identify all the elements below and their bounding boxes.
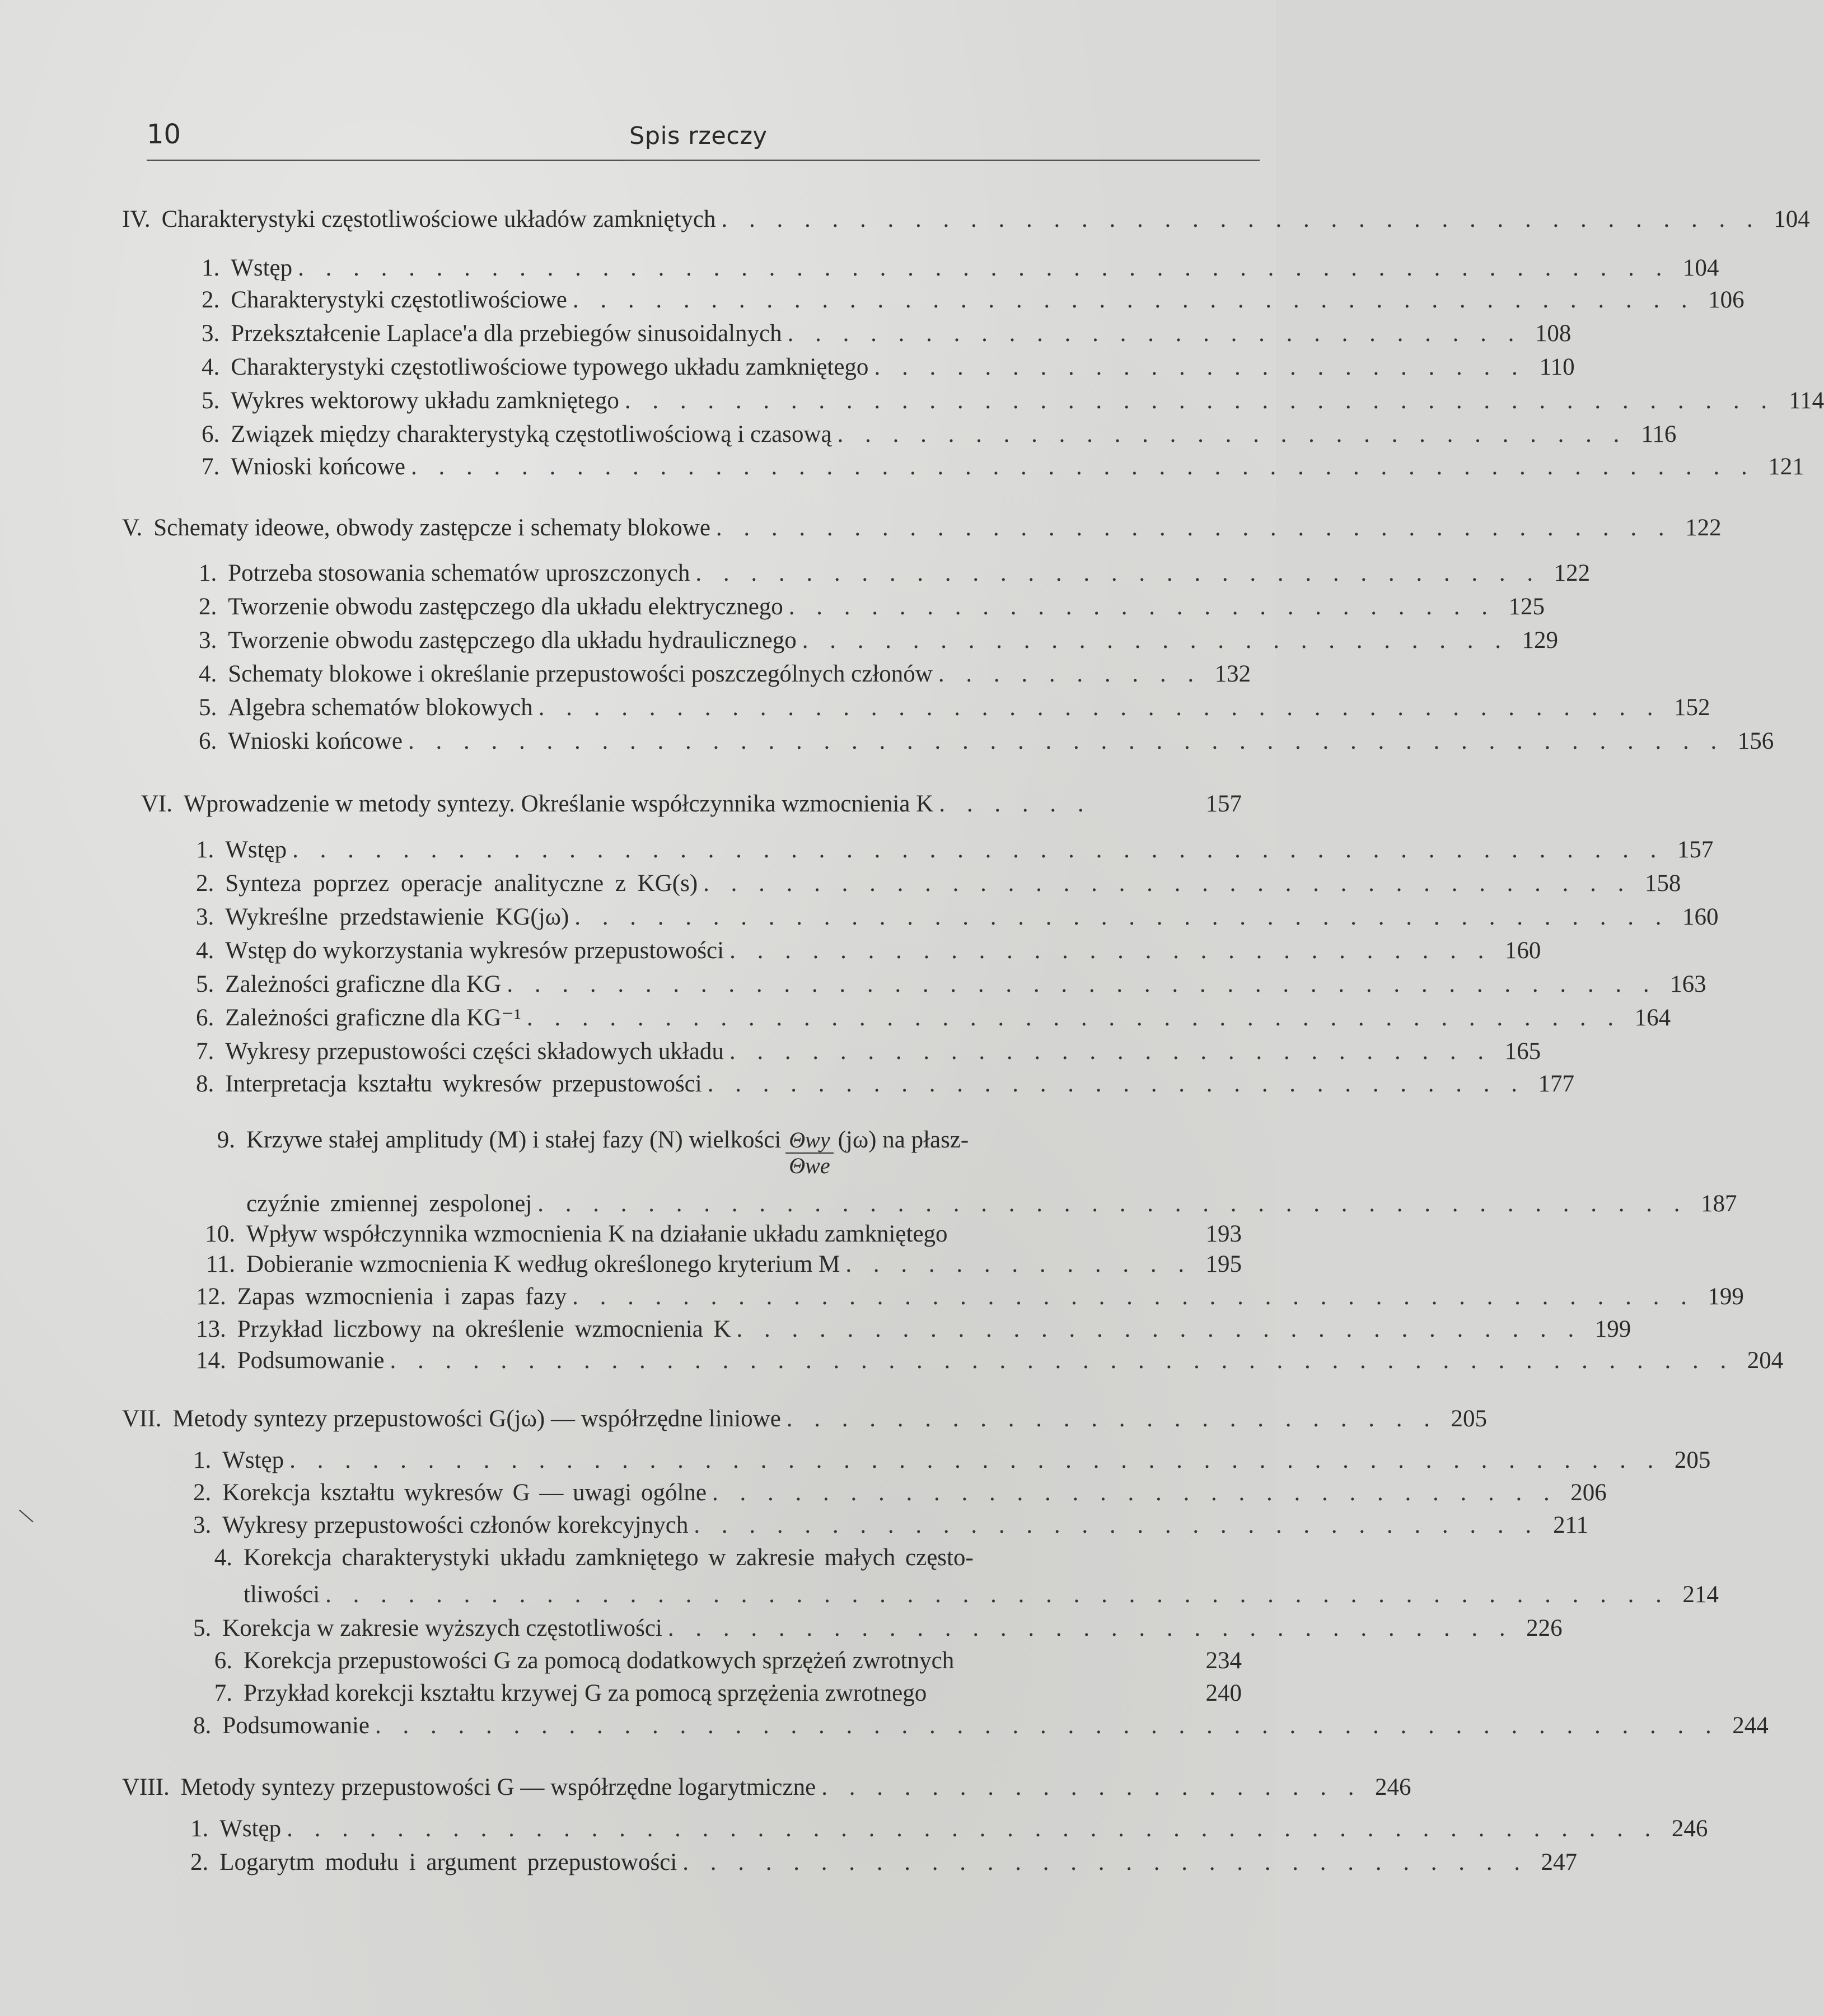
toc-section bbox=[199, 626, 1558, 655]
dot-leader: . . . . . . . . . . . . . . . . . . . . . . . . . . . bbox=[787, 320, 1522, 347]
toc-number: 1. bbox=[190, 1816, 209, 1842]
toc-number: VIII. bbox=[122, 1774, 170, 1800]
toc-number: VII. bbox=[122, 1406, 162, 1432]
toc-number: 2. bbox=[193, 1480, 212, 1506]
toc-section bbox=[199, 592, 1545, 622]
toc-number: 13. bbox=[196, 1316, 226, 1342]
toc-page: 157 bbox=[1677, 837, 1714, 863]
toc-number: 5. bbox=[196, 971, 214, 997]
toc-title: Logarytm modułu i argument przepustowości bbox=[219, 1849, 677, 1875]
toc-chapter-vii bbox=[122, 1404, 1488, 1434]
toc-page: 121 bbox=[1768, 454, 1804, 480]
dot-leader: . . . . . . . . . . . . . . . . . . . . . . . . . . . . . . . . . . . . . . . . . . bbox=[624, 388, 1775, 414]
dot-leader: . . . . . . . . . . . . . . . . . . . . . . . . . . . . . . . . . . . . . . . . . bbox=[572, 287, 1695, 313]
toc-title: Potrzeba stosowania schematów uproszczonych bbox=[228, 560, 690, 586]
toc-page: 160 bbox=[1682, 904, 1719, 930]
toc-section bbox=[196, 903, 1719, 932]
toc-title: Wykresy przepustowości części składowych układu bbox=[225, 1038, 724, 1065]
dot-leader: . . . . . . . . . . . . . . . . . . . . . . . . . . . . . . . . . . . . . . . . . . . . . . . . . bbox=[410, 454, 1755, 480]
scan-mark: \ bbox=[16, 1501, 36, 1530]
dot-leader: . . . . . . . . . . bbox=[938, 661, 1202, 687]
toc-number: 3. bbox=[199, 627, 217, 654]
toc-number: 1. bbox=[202, 255, 220, 281]
toc-page: 114 bbox=[1789, 388, 1824, 414]
fraction-denominator: Θwe bbox=[789, 1153, 830, 1178]
toc-title-cont: (jω) na płasz- bbox=[838, 1127, 969, 1153]
toc-title: Korekcja w zakresie wyższych częstotliwości bbox=[222, 1615, 662, 1641]
toc-title: czyźnie zmiennej zespolonej bbox=[246, 1191, 532, 1217]
dot-leader: . . . . . . . . . . . . . . . . . . . . . . . . . . . . . . . . . . . bbox=[715, 515, 1672, 541]
toc-section bbox=[190, 1814, 1708, 1844]
dot-leader: . . . . . . . . . . . . . . . . . . . . . . . . bbox=[786, 1406, 1438, 1432]
toc-section bbox=[193, 1511, 1589, 1540]
dot-leader: . . . . . . . . . . . . . . . . . . . . . . . . . . . . . . . . . . . . . . . . bbox=[526, 1005, 1622, 1031]
toc-section bbox=[199, 559, 1591, 588]
toc-page: 164 bbox=[1634, 1005, 1671, 1031]
dot-leader: . . . . . . . . . . . . . . . . . . . . . . . . . . . . . . . bbox=[694, 1512, 1540, 1538]
dot-leader: . . . . . . . . . . . . . . . . . . . . . . . . . . . . . . . . . . . . . . . . . . . . . . . . . . bbox=[292, 837, 1664, 863]
toc-page: 106 bbox=[1708, 287, 1745, 313]
toc-page: 204 bbox=[1747, 1347, 1784, 1374]
toc-page: 205 bbox=[1674, 1447, 1711, 1473]
toc-section bbox=[196, 836, 1714, 865]
toc-number: 5. bbox=[199, 694, 217, 721]
toc-number: 6. bbox=[214, 1648, 232, 1674]
toc-number: 7. bbox=[202, 454, 220, 480]
toc-title: Charakterystyki częstotliwościowe bbox=[231, 287, 567, 313]
toc-title: Charakterystyki częstotliwościowe układów zamkniętych bbox=[161, 206, 716, 232]
toc-title: Korekcja przepustowości G za pomocą dodatkowych sprzężeń zwrotnych bbox=[244, 1648, 955, 1674]
toc-section-4-cont bbox=[244, 1580, 1719, 1609]
dot-leader: . . . . . . . . . . . . . . . . . . . . bbox=[821, 1774, 1362, 1800]
toc-number: 2. bbox=[190, 1849, 209, 1875]
dot-leader: . . . . . . . . . . . . . . . . . . . . . . . . . . . . . . . bbox=[695, 560, 1541, 586]
toc-section bbox=[202, 353, 1575, 382]
toc-section bbox=[193, 1614, 1563, 1643]
toc-section-9-cont bbox=[246, 1189, 1737, 1219]
toc-title: Wykresy przepustowości członów korekcyjnych bbox=[222, 1512, 689, 1538]
toc-section bbox=[202, 386, 1824, 416]
toc-page: 104 bbox=[1774, 206, 1810, 232]
dot-leader: . . . . . . . . . . . . . . . . . . . . . . . . . . bbox=[802, 627, 1509, 654]
toc-title: Charakterystyki częstotliwościowe typowego układu zamkniętego bbox=[231, 354, 869, 380]
dot-leader: . . . . . . . . . . . . . . . . . . . . . . . . . . . . . . . bbox=[712, 1480, 1558, 1506]
page-number: 10 bbox=[147, 119, 181, 150]
toc-section bbox=[199, 727, 1774, 756]
dot-leader: . . . . . . . . . . . . . . . . . . . . . . . . . . . . . . . . . . . . . . . . . . . . . . . . . . bbox=[289, 1447, 1662, 1473]
dot-leader: . . . . . . . . . . . . . . . . . . . . . . . . . . bbox=[788, 594, 1496, 620]
toc-section bbox=[196, 1070, 1574, 1099]
toc-title: Wstęp bbox=[222, 1447, 284, 1473]
toc-number: 6. bbox=[196, 1005, 214, 1031]
toc-number: 5. bbox=[202, 388, 220, 414]
toc-title: Schematy ideowe, obwody zastępcze i schematy blokowe bbox=[153, 515, 710, 541]
dot-leader: . . . . . . . . . . . . . . . . . . . . . . . . . . . . . . . . . . . . . . bbox=[721, 206, 1761, 232]
toc-page: 165 bbox=[1504, 1038, 1541, 1065]
toc-chapter-v bbox=[122, 514, 1722, 543]
toc-section bbox=[193, 1711, 1769, 1740]
toc-title: Tworzenie obwodu zastępczego dla układu elektrycznego bbox=[228, 594, 783, 620]
toc-number: IV. bbox=[122, 206, 151, 232]
toc-number: 6. bbox=[199, 728, 217, 754]
toc-page: 122 bbox=[1685, 515, 1722, 541]
toc-title: Wstęp bbox=[225, 837, 287, 863]
toc-title: Schematy blokowe i określanie przepustowości poszczególnych członów bbox=[228, 661, 933, 687]
toc-title: Wstęp bbox=[231, 255, 293, 281]
toc-title: Tworzenie obwodu zastępczego dla układu hydraulicznego bbox=[228, 627, 797, 654]
toc-section bbox=[196, 1315, 1631, 1344]
toc-page: 104 bbox=[1682, 255, 1719, 281]
toc-number: 3. bbox=[202, 320, 220, 347]
toc-page: 206 bbox=[1570, 1480, 1607, 1506]
toc-page: 246 bbox=[1671, 1816, 1708, 1842]
running-head: Spis rzeczy bbox=[629, 122, 768, 150]
toc-section bbox=[199, 660, 1251, 689]
toc-page: 214 bbox=[1682, 1581, 1719, 1608]
toc-title: Wprowadzenie w metody syntezy. Określanie współczynnika wzmocnienia K bbox=[184, 791, 934, 817]
toc-number: 9. bbox=[217, 1127, 235, 1153]
toc-section bbox=[196, 1282, 1744, 1312]
toc-page: 246 bbox=[1374, 1774, 1411, 1800]
dot-leader: . . . . . . . . . . . . . . . . . . . . . . . . . . . . . . . . . . . . . . . . . bbox=[572, 1284, 1695, 1310]
toc-page: 195 bbox=[1205, 1251, 1242, 1277]
toc-title: Dobieranie wzmocnienia K według określonego kryterium M bbox=[246, 1251, 840, 1277]
toc-title: Podsumowanie bbox=[237, 1347, 385, 1374]
toc-number: 7. bbox=[196, 1038, 214, 1065]
toc-section bbox=[196, 1037, 1541, 1066]
toc-chapter-vi bbox=[122, 790, 1242, 819]
toc-title: Wnioski końcowe bbox=[228, 728, 403, 754]
toc-page: 199 bbox=[1708, 1284, 1744, 1310]
toc-title: Wpływ współczynnika wzmocnienia K na działanie układu zamkniętego bbox=[246, 1221, 948, 1247]
fraction bbox=[785, 1128, 833, 1178]
toc-section bbox=[196, 1220, 1242, 1249]
toc-title: Korekcja charakterystyki układu zamkniętego w zakresie małych często- bbox=[244, 1544, 974, 1571]
toc-number: 6. bbox=[202, 421, 220, 447]
toc-page: 199 bbox=[1594, 1316, 1631, 1342]
toc-section bbox=[202, 420, 1677, 449]
toc-page: 193 bbox=[1205, 1221, 1242, 1247]
toc-page: 177 bbox=[1538, 1071, 1574, 1097]
toc-number: 8. bbox=[196, 1071, 214, 1097]
toc-number: VI. bbox=[141, 791, 172, 817]
toc-title: Wykreślne przedstawienie KG(jω) bbox=[225, 904, 569, 930]
toc-number: 4. bbox=[196, 937, 214, 964]
toc-title: Algebra schematów blokowych bbox=[228, 694, 533, 721]
dot-leader: . . . . . . . . . . . . . . . . . . . . . . . . . . . . bbox=[729, 937, 1492, 964]
dot-leader: . . . . . . . . . . . . . . . . . . . . . . . . . . . . . . . . . . . . . . . . . . . . . . . . . . bbox=[287, 1816, 1659, 1842]
toc-number: 10. bbox=[205, 1221, 235, 1247]
toc-title: Wstęp do wykorzystania wykresów przepustowości bbox=[225, 937, 724, 964]
toc-section-9 bbox=[196, 1126, 1242, 1178]
toc-number: 11. bbox=[205, 1251, 235, 1277]
dot-leader: . . . . . . . . . . . . . . . . . . . . . . . . . . . . . . . bbox=[736, 1316, 1582, 1342]
toc-page: 122 bbox=[1554, 560, 1591, 586]
toc-section bbox=[196, 1250, 1242, 1279]
toc-title: Wstęp bbox=[219, 1816, 282, 1842]
dot-leader: . . . . . . . . . . . . . . . . . . . . . . . . . . . . . . . . . . . . . . . . . bbox=[538, 694, 1661, 721]
toc-number: V. bbox=[122, 515, 143, 541]
toc-page: 234 bbox=[1205, 1648, 1242, 1674]
dot-leader: . . . . . . . . . . . . . . . . . . . . . . . . . . . . . . . bbox=[667, 1615, 1513, 1641]
toc-number: 14. bbox=[196, 1347, 226, 1374]
toc-number: 2. bbox=[199, 594, 217, 620]
dot-leader: . . . . . . . . . . . . . . . . . . . . . . . . . . . . . . . . . . . . . . . . . . . . . . . . . bbox=[375, 1712, 1719, 1739]
toc-section bbox=[202, 452, 1804, 482]
toc-title: Przykład korekcji kształtu krzywej G za pomocą sprzężenia zwrotnego bbox=[244, 1680, 927, 1706]
toc-page: 240 bbox=[1205, 1680, 1242, 1706]
toc-title: Przekształcenie Laplace'a dla przebiegów sinusoidalnych bbox=[231, 320, 782, 347]
toc-page: 158 bbox=[1644, 870, 1681, 897]
toc-title: Metody syntezy przepustowości G — współrzędne logarytmiczne bbox=[180, 1774, 816, 1800]
dot-leader: . . . . . . . . . . . . . . . . . . . . . . . . . . . . . . . . . . . . . . . . . . . . . . . . . . bbox=[298, 255, 1670, 281]
toc-title: Krzywe stałej amplitudy (M) i stałej fazy (N) wielkości bbox=[246, 1127, 782, 1153]
dot-leader: . . . . . . bbox=[939, 791, 1092, 817]
dot-leader: . . . . . . . . . . . . . . . . . . . . . . . . . . . . . . . . . . . . . . . . . . bbox=[537, 1191, 1688, 1217]
toc-section bbox=[202, 254, 1719, 283]
toc-title: Wykres wektorowy układu zamkniętego bbox=[231, 388, 619, 414]
fraction-numerator: Θwy bbox=[785, 1128, 833, 1154]
toc-page: 244 bbox=[1732, 1712, 1769, 1739]
toc-number: 3. bbox=[196, 904, 214, 930]
toc-page: 152 bbox=[1674, 694, 1710, 721]
toc-number: 2. bbox=[202, 287, 220, 313]
toc-page: 160 bbox=[1504, 937, 1541, 964]
toc-section bbox=[193, 1446, 1711, 1475]
toc-page: 157 bbox=[1205, 791, 1242, 817]
toc-number: 8. bbox=[193, 1712, 212, 1739]
toc-section bbox=[193, 1646, 1242, 1676]
toc-number: 4. bbox=[202, 354, 220, 380]
dot-leader: . . . . . . . . . . . . . . . . . . . . . . . . . . . . . . . bbox=[682, 1849, 1528, 1875]
toc-title: tliwości bbox=[244, 1581, 320, 1608]
toc-chapter-iv bbox=[122, 205, 1810, 234]
toc-section bbox=[202, 286, 1745, 315]
dot-leader: . . . . . . . . . . . . . . . . . . . . . . . . . . . . . . . . . . . . . . . . . . bbox=[507, 971, 1657, 997]
toc-number: 4. bbox=[214, 1544, 232, 1571]
toc-title: Związek między charakterystyką częstotliwościową i czasową bbox=[231, 421, 832, 447]
toc-section bbox=[196, 1346, 1784, 1375]
toc-section bbox=[196, 936, 1541, 965]
toc-number: 7. bbox=[214, 1680, 232, 1706]
toc-section bbox=[190, 1848, 1578, 1877]
dot-leader: . . . . . . . . . . . . . . . . . . . . . . . . . . . . . . . . . . . . . . . . . . . . . . . . . bbox=[390, 1347, 1734, 1374]
dot-leader: . . . . . . . . . . . . . bbox=[845, 1251, 1192, 1277]
dot-leader: . . . . . . . . . . . . . . . . . . . . . . . . . . . . . . . . . . bbox=[703, 870, 1632, 897]
toc-title: Interpretacja kształtu wykresów przepustowości bbox=[225, 1071, 702, 1097]
toc-page: 226 bbox=[1526, 1615, 1563, 1641]
toc-section bbox=[193, 1543, 1242, 1572]
toc-page: 129 bbox=[1522, 627, 1558, 654]
toc-title: Wnioski końcowe bbox=[231, 454, 405, 480]
toc-title: Zapas wzmocnienia i zapas fazy bbox=[237, 1284, 567, 1310]
toc-page: 132 bbox=[1214, 661, 1251, 687]
toc-section bbox=[196, 970, 1706, 999]
toc-page: 156 bbox=[1737, 728, 1774, 754]
toc-title: Synteza poprzez operacje analityczne z KG(s) bbox=[225, 870, 698, 897]
toc-number: 1. bbox=[199, 560, 217, 586]
toc-section bbox=[196, 869, 1681, 898]
toc-title: Podsumowanie bbox=[222, 1712, 370, 1739]
dot-leader: . . . . . . . . . . . . . . . . . . . . . . . . . . . . . . . . . . . . . . . . . . . . . . . . . bbox=[325, 1581, 1669, 1608]
toc-title: Korekcja kształtu wykresów G — uwagi ogólne bbox=[222, 1480, 707, 1506]
dot-leader: . . . . . . . . . . . . . . . . . . . . . . . . . . . . . . bbox=[707, 1071, 1525, 1097]
dot-leader: . . . . . . . . . . . . . . . . . . . . . . . . . . . . bbox=[729, 1038, 1492, 1065]
toc-title: Przykład liczbowy na określenie wzmocnienia K bbox=[237, 1316, 731, 1342]
toc-chapter-viii bbox=[122, 1773, 1411, 1802]
dot-leader: . . . . . . . . . . . . . . . . . . . . . . . . . . . . . . . . . . . . . . . . bbox=[574, 904, 1669, 930]
toc-section bbox=[196, 1004, 1671, 1033]
toc-number: 12. bbox=[196, 1284, 226, 1310]
toc-page: 211 bbox=[1553, 1512, 1589, 1538]
toc-section bbox=[193, 1478, 1607, 1508]
toc-page: 110 bbox=[1539, 354, 1575, 380]
toc-number: 2. bbox=[196, 870, 214, 897]
dot-leader: . . . . . . . . . . . . . . . . . . . . . . . . . . . . . bbox=[837, 421, 1627, 447]
toc-section bbox=[199, 693, 1710, 722]
toc-number: 5. bbox=[193, 1615, 212, 1641]
dot-leader: . . . . . . . . . . . . . . . . . . . . . . . . bbox=[874, 354, 1526, 380]
toc-page: 108 bbox=[1535, 320, 1572, 347]
toc-page: 247 bbox=[1541, 1849, 1578, 1875]
toc-section bbox=[202, 319, 1572, 348]
toc-title: Zależności graficzne dla KG bbox=[225, 971, 502, 997]
toc-number: 1. bbox=[193, 1447, 212, 1473]
toc-number: 4. bbox=[199, 661, 217, 687]
toc-number: 1. bbox=[196, 837, 214, 863]
toc-title: Metody syntezy przepustowości G(jω) — współrzędne liniowe bbox=[172, 1406, 781, 1432]
toc-section bbox=[193, 1679, 1242, 1708]
toc-page: 116 bbox=[1641, 421, 1677, 447]
toc-page: 205 bbox=[1451, 1406, 1488, 1432]
toc-page: 187 bbox=[1701, 1191, 1737, 1217]
toc-page: 163 bbox=[1670, 971, 1706, 997]
dot-leader: . . . . . . . . . . . . . . . . . . . . . . . . . . . . . . . . . . . . . . . . . . . . . . . . bbox=[408, 728, 1725, 754]
toc-number: 3. bbox=[193, 1512, 212, 1538]
toc-title: Zależności graficzne dla KG⁻¹ bbox=[225, 1005, 521, 1031]
toc-page: 125 bbox=[1508, 594, 1545, 620]
